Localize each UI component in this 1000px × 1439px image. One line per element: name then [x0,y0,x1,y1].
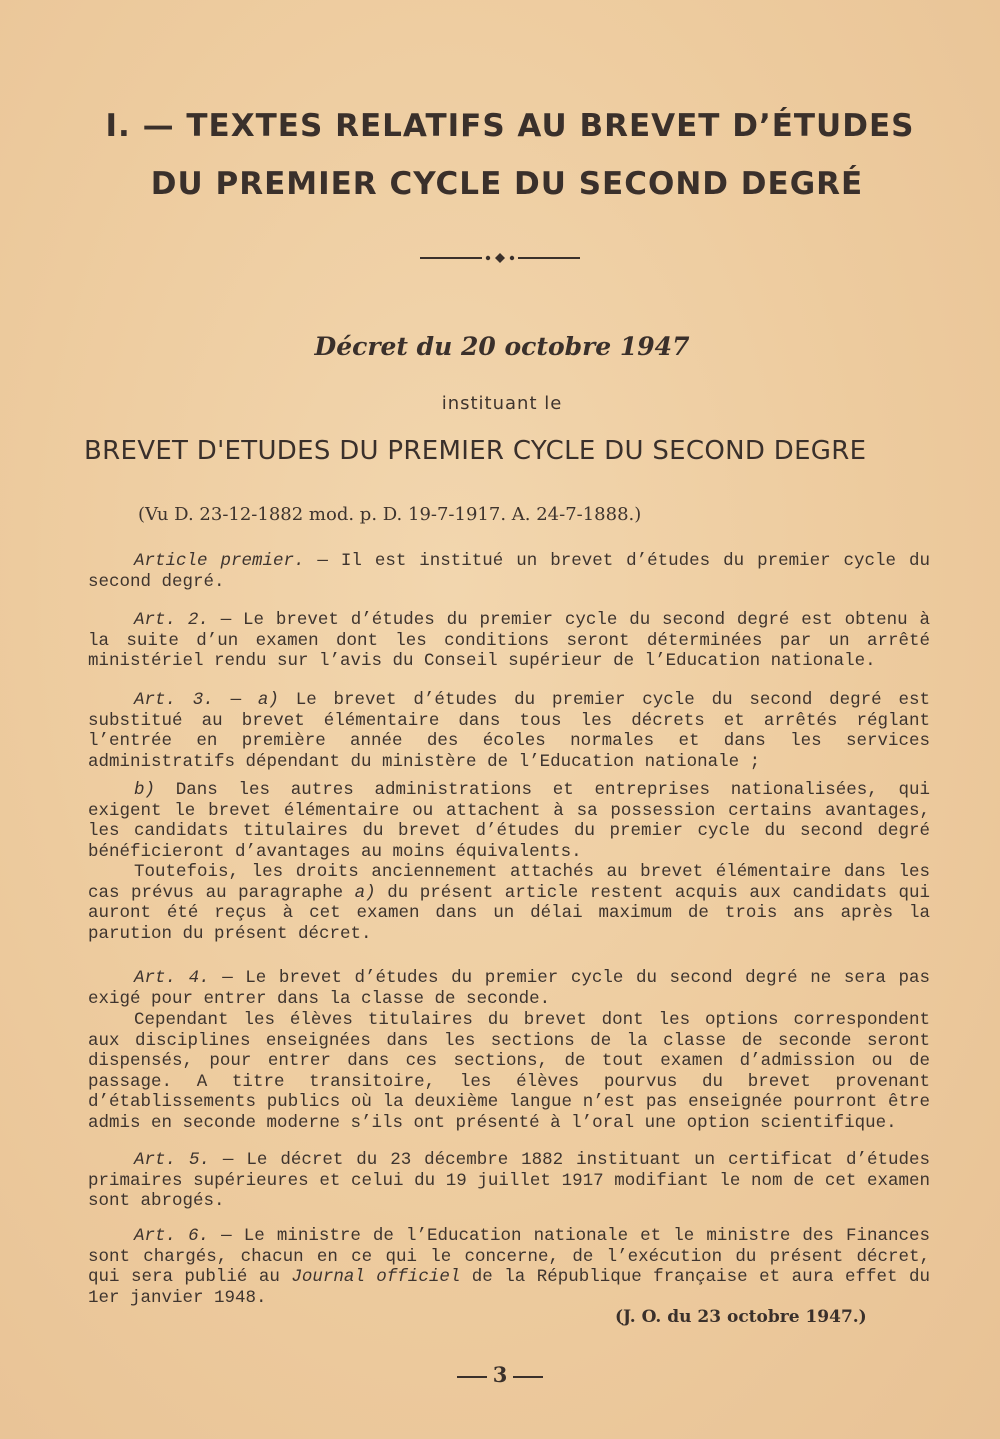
article-3-text-b: Dans les autres administrations et entreprises nationalisées, qui exigent le brevet élémentaire ou attachent à sa possession certains avantages, les candidats titulaires du brevet d’études du premier cycle du second degré bénéficieront d’avantages au moins équivalents. [88,780,930,862]
decree-subtitle: instituant le [441,393,563,414]
article-2-label: Art. 2. [134,610,209,630]
page-number-value: 3 [492,1362,508,1387]
article-2-text: — Le brevet d’études du premier cycle du second degré est obtenu à la suite d’un examen dont les conditions seront déterminées par un arrêté ministériel rendu sur l’avis du Conseil supérieur de l’Education nationale. [88,610,930,671]
article-3-b [88,780,930,862]
article-5 [88,1150,930,1212]
article-1-text: — Il est institué un brevet d’études du premier cycle du second degré. [88,551,930,592]
article-4-label: Art. 4. [134,968,210,988]
article-5-text: — Le décret du 23 décembre 1882 instituant un certificat d’études primaires supérieures et celui du 19 juillet 1917 modifiant le nom de cet examen sont abrogés. [88,1150,930,1211]
article-6-journal: Journal officiel [291,1267,461,1287]
publication-reference: (J. O. du 23 octobre 1947.) [615,1307,867,1327]
article-4 [88,968,930,1009]
article-3-text-c-ref: a) [354,882,376,903]
section-heading-line-2: DU PREMIER CYCLE DU SECOND DEGRÉ [150,166,864,202]
article-3-text-c2: du présent article restent acquis aux candidats qui auront été reçus à cet examen dans un délai maximum de trois ans après la parution du présent décret. [88,882,931,944]
article-2 [88,610,930,672]
section-heading-line-1: I. — TEXTES RELATIFS AU BREVET D’ÉTUDES [105,108,915,144]
article-3-sub-a: a) [257,690,279,710]
article-4-text-2: Cependant les élèves titulaires du brevet dont les options correspondent aux disciplines enseignées dans les sections de la classe de seconde seront dispensés, pour entrer dans ces sections, de tout examen d’admission ou de passage. A titre transitoire, les élèves pourvus du brevet provenant d’établissements publics où la deuxième langue n’est pas enseignée pourront être admis en seconde moderne s’ils ont présenté à l’oral une option scientifique. [88,1010,930,1133]
page-number [0,1362,1000,1387]
article-3-text-c1: Toutefois, les droits anciennement attachés au brevet élémentaire dans les cas prévus au paragraphe [88,862,930,903]
article-3-label: Art. 3. [134,690,214,710]
article-4-text: — Le brevet d’études du premier cycle du second degré ne sera pas exigé pour entrer dans la classe de seconde. [88,968,930,1009]
article-3-c [88,862,930,944]
ornament-divider-icon [420,250,580,266]
article-6 [88,1226,930,1308]
article-1 [88,551,930,592]
legal-reference: (Vu D. 23-12-1882 mod. p. D. 19-7-1917. A. 24-7-1888.) [138,504,642,525]
article-3-a: Art. 3. — a) Le brevet d’études du premier cycle du second degré est substitué au brevet élémentaire dans tous les décrets et arrêtés réglant l’entrée en première année des écoles normales et dans les services administratifs dépendant du ministère de l’Education nationale ; [88,690,930,772]
article-4-continued [88,1010,930,1133]
article-3-text-a: Le brevet d’études du premier cycle du second degré est substitué au brevet élémentaire dans tous les décrets et arrêtés réglant l’entrée en première année des écoles normales et dans les services administratifs dépendant du ministère de l’Education nationale ; [88,690,930,772]
article-6-text-1: — Le ministre de l’Education nationale et le ministre des Finances sont chargés, chacun en ce qui le concerne, de l’exécution du présent décret, qui sera publié au [88,1226,930,1287]
article-6-label: Art. 6. [134,1226,210,1246]
article-3-sub-b: b) [134,780,156,800]
brevet-title: BREVET D'ETUDES DU PREMIER CYCLE DU SECOND DEGRE [84,436,867,466]
decree-title: Décret du 20 octobre 1947 [314,332,690,361]
article-6-text-2: de la République française et aura effet du 1er janvier 1948. [88,1267,930,1308]
article-5-label: Art. 5. [134,1150,210,1170]
article-1-label: Article premier. [134,551,305,571]
